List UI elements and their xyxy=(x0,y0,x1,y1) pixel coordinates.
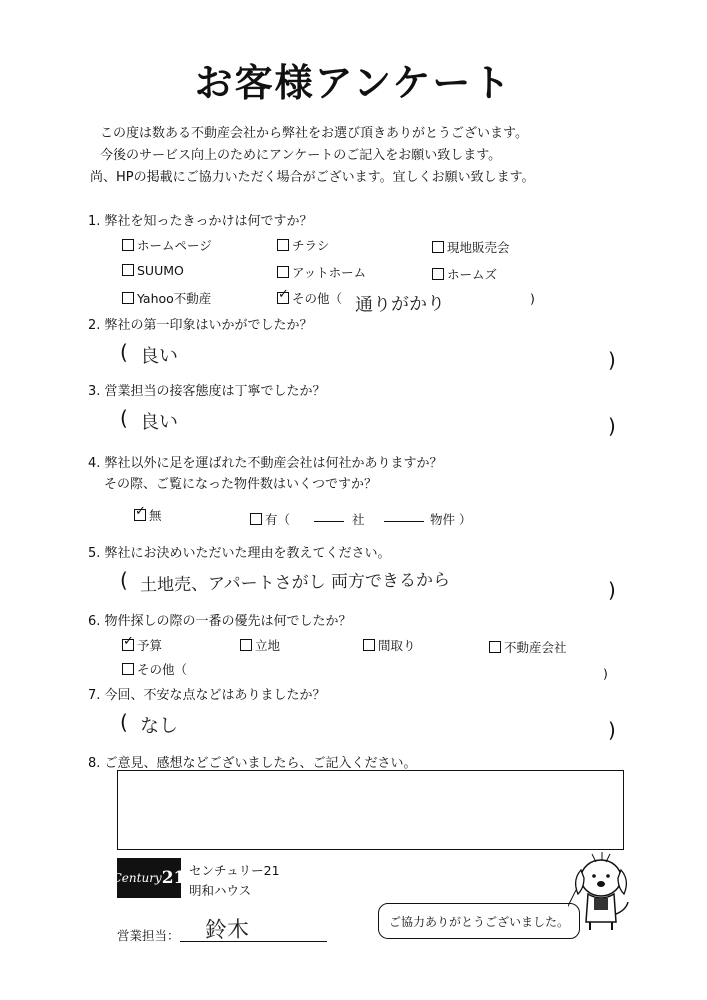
q3-open-paren: ( xyxy=(120,406,128,430)
q5-close-paren: ) xyxy=(608,578,616,602)
thanks-text: ご協力ありがとうございました。 xyxy=(388,914,569,929)
q7-close-paren: ) xyxy=(608,718,616,742)
question-4-sub: その際、ご覧になった物件数はいくつですか？ xyxy=(104,477,378,492)
question-4: 4. 弊社以外に足を運ばれた不動産会社は何社かありますか？ xyxy=(88,456,443,471)
q3-answer[interactable]: 良い xyxy=(139,410,179,434)
q1-close-paren: ) xyxy=(530,291,535,306)
q2-answer[interactable]: 良い xyxy=(139,344,179,368)
checkbox[interactable] xyxy=(277,266,289,278)
checkbox[interactable] xyxy=(489,641,501,653)
staff-label: 営業担当： xyxy=(117,928,180,943)
q6-option-budget[interactable]: ✓予算 xyxy=(122,636,162,654)
checkbox[interactable] xyxy=(363,639,375,651)
q1-other-answer: 通りがかり xyxy=(354,293,446,316)
checkbox[interactable] xyxy=(240,639,252,651)
q5-answer[interactable]: 土地売、アパートさがし 両方できるから xyxy=(139,570,451,596)
checkbox[interactable] xyxy=(250,513,262,525)
q1-option-flyer[interactable]: チラシ xyxy=(277,236,330,254)
q4-option-yes[interactable]: 有（ xyxy=(250,510,290,528)
q4-companies-unit: 社 xyxy=(352,512,365,527)
q6-option-location[interactable]: 立地 xyxy=(240,636,280,654)
checkbox-checked[interactable] xyxy=(277,292,289,304)
q1-option-suumo[interactable]: SUUMO xyxy=(122,263,184,278)
thanks-speech-bubble xyxy=(378,903,580,939)
checkbox[interactable] xyxy=(432,241,444,253)
question-8: 8. ご意見、感想などございましたら、ご記入ください。 xyxy=(88,756,417,771)
mascot-dog-icon xyxy=(568,850,634,932)
q1-option-homepage[interactable]: ホームページ xyxy=(122,236,212,254)
intro-line-1: この度は数ある不動産会社から弊社をお選び頂きありがとうございます。 xyxy=(100,126,528,141)
q1-option-open-house[interactable]: 現地販売会 xyxy=(432,238,510,256)
q6-option-agency[interactable]: 不動産会社 xyxy=(489,638,567,656)
q3-close-paren: ) xyxy=(608,414,616,438)
question-3: 3. 営業担当の接客態度は丁寧でしたか？ xyxy=(88,384,326,399)
q6-close-paren: ) xyxy=(603,666,608,681)
company-name-line-1: センチュリー21 xyxy=(189,863,280,878)
comment-box[interactable] xyxy=(117,770,624,850)
intro-line-3: 尚、HPの掲載にご協力いただく場合がございます。宜しくお願い致します。 xyxy=(90,170,535,185)
staff-signature-line xyxy=(180,941,327,942)
checkbox[interactable] xyxy=(432,268,444,280)
century21-logo: Century 21 xyxy=(117,858,181,898)
q2-open-paren: ( xyxy=(120,340,128,364)
company-name-line-2: 明和ハウス xyxy=(189,883,252,898)
checkbox[interactable] xyxy=(122,663,134,675)
q4-properties-blank[interactable] xyxy=(384,521,424,522)
question-2: 2. 弊社の第一印象はいかがでしたか？ xyxy=(88,318,313,333)
checkbox-checked[interactable] xyxy=(134,509,146,521)
question-1: 1. 弊社を知ったきっかけは何ですか？ xyxy=(88,214,313,229)
q1-option-yahoo[interactable]: Yahoo不動産 xyxy=(122,289,211,307)
question-5: 5. 弊社にお決めいただいた理由を教えてください。 xyxy=(88,546,391,561)
checkbox[interactable] xyxy=(122,239,134,251)
q4-companies-blank[interactable] xyxy=(314,521,344,522)
q7-open-paren: ( xyxy=(120,710,128,734)
q7-answer[interactable]: なし xyxy=(139,714,179,738)
q1-option-athome[interactable]: アットホーム xyxy=(277,263,366,281)
q1-option-homes[interactable]: ホームズ xyxy=(432,265,497,283)
intro-line-2: 今後のサービス向上のためにアンケートのご記入をお願い致します。 xyxy=(100,148,502,163)
checkbox[interactable] xyxy=(122,264,134,276)
q2-close-paren: ) xyxy=(608,348,616,372)
q6-option-layout[interactable]: 間取り xyxy=(363,636,416,654)
q5-open-paren: ( xyxy=(120,568,128,592)
staff-name: 鈴木 xyxy=(204,917,250,944)
q4-properties-unit: 物件 ） xyxy=(430,512,472,527)
checkbox-checked[interactable] xyxy=(122,639,134,651)
q1-option-other[interactable]: ✓ その他（ xyxy=(277,289,342,307)
question-7: 7. 今回、不安な点などはありましたか？ xyxy=(88,688,326,703)
checkbox[interactable] xyxy=(122,292,134,304)
checkbox[interactable] xyxy=(277,239,289,251)
q4-option-none[interactable]: ✓無 xyxy=(134,506,162,524)
q6-option-other[interactable]: その他（ xyxy=(122,660,187,678)
page-title: お客様アンケート xyxy=(194,61,513,105)
question-6: 6. 物件探しの際の一番の優先は何でしたか？ xyxy=(88,614,352,629)
